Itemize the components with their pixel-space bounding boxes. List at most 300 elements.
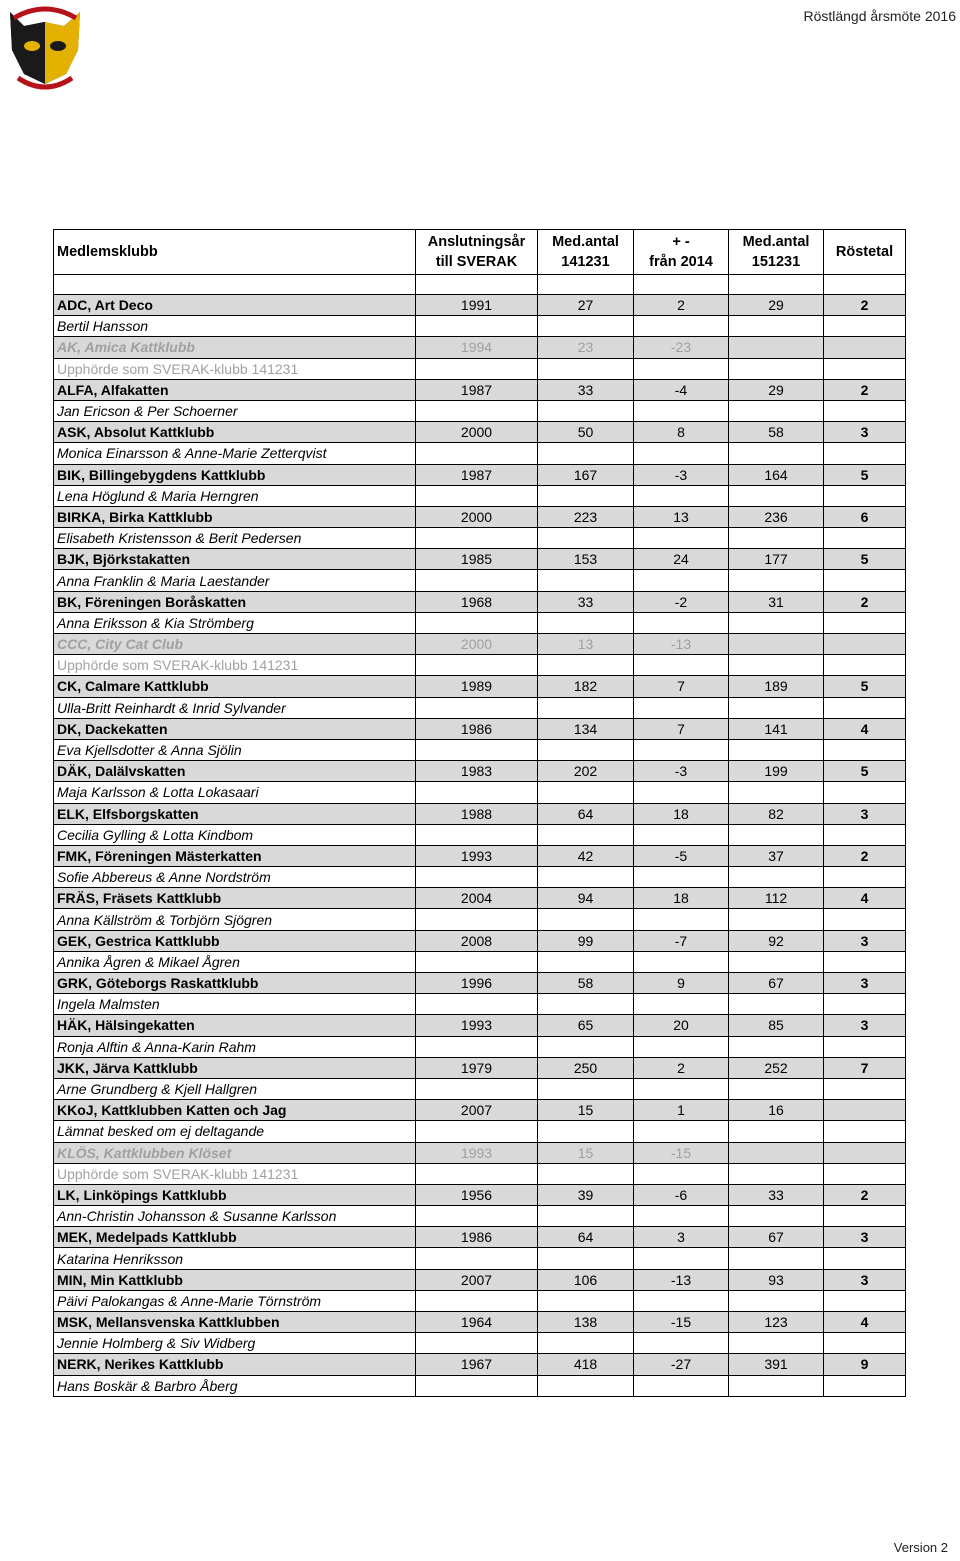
votes-cell: 4 (824, 888, 906, 909)
club-name-cell: GEK, Gestrica Kattklubb (54, 930, 416, 951)
empty-cell (416, 1206, 538, 1227)
empty-cell (729, 1206, 824, 1227)
club-row (54, 549, 906, 570)
empty-cell (824, 358, 906, 379)
club-name-cell: BJK, Björkstakatten (54, 549, 416, 570)
empty-cell (416, 358, 538, 379)
empty-cell (634, 1375, 729, 1396)
members-diff-cell: -6 (634, 1184, 729, 1205)
empty-cell (416, 909, 538, 930)
empty-cell (538, 1333, 634, 1354)
empty-cell (729, 655, 824, 676)
empty-cell (729, 1078, 824, 1099)
empty-cell (824, 782, 906, 803)
empty-cell (824, 951, 906, 972)
empty-cell (729, 443, 824, 464)
club-name-cell: DÄK, Dalälvskatten (54, 761, 416, 782)
join-year-cell: 1983 (416, 761, 538, 782)
empty-cell (538, 485, 634, 506)
club-row (54, 1227, 906, 1248)
club-row (54, 1015, 906, 1036)
votes-cell (824, 1142, 906, 1163)
empty-cell (729, 1163, 824, 1184)
club-name-cell: HÄK, Hälsingekatten (54, 1015, 416, 1036)
members-diff-cell: -15 (634, 1312, 729, 1333)
members-2015-cell: 67 (729, 1227, 824, 1248)
votes-cell: 2 (824, 591, 906, 612)
votes-cell: 5 (824, 549, 906, 570)
members-2014-cell: 223 (538, 506, 634, 527)
club-row (54, 1184, 906, 1205)
members-diff-cell: -4 (634, 379, 729, 400)
members-2014-cell: 94 (538, 888, 634, 909)
members-diff-cell: 1 (634, 1100, 729, 1121)
empty-cell (538, 400, 634, 421)
join-year-cell: 2007 (416, 1269, 538, 1290)
empty-cell (729, 697, 824, 718)
members-diff-cell: 8 (634, 422, 729, 443)
votes-cell: 3 (824, 422, 906, 443)
contact-row (54, 485, 906, 506)
col-header-m1-line1: Med.antal (552, 234, 619, 250)
empty-cell (824, 1375, 906, 1396)
empty-cell (634, 528, 729, 549)
col-header-diff-line1: + - (672, 234, 690, 250)
club-row (54, 761, 906, 782)
members-diff-cell: -13 (634, 634, 729, 655)
empty-cell (538, 994, 634, 1015)
members-2014-cell: 15 (538, 1142, 634, 1163)
empty-cell (538, 1078, 634, 1099)
contact-names-cell: Upphörde som SVERAK-klubb 141231 (54, 358, 416, 379)
join-year-cell: 1986 (416, 1227, 538, 1248)
col-header-diff-line2: från 2014 (649, 254, 713, 270)
contact-row (54, 1121, 906, 1142)
club-name-cell: CK, Calmare Kattklubb (54, 676, 416, 697)
join-year-cell: 2004 (416, 888, 538, 909)
club-name-cell: MEK, Medelpads Kattklubb (54, 1227, 416, 1248)
club-row (54, 1312, 906, 1333)
votes-cell: 3 (824, 930, 906, 951)
empty-cell (416, 655, 538, 676)
members-2014-cell: 64 (538, 1227, 634, 1248)
contact-row (54, 612, 906, 633)
contact-names-cell: Katarina Henriksson (54, 1248, 416, 1269)
club-row (54, 1100, 906, 1121)
club-row (54, 973, 906, 994)
members-2015-cell: 31 (729, 591, 824, 612)
empty-cell (416, 1078, 538, 1099)
club-name-cell: ALFA, Alfakatten (54, 379, 416, 400)
contact-names-cell: Ingela Malmsten (54, 994, 416, 1015)
members-2015-cell: 141 (729, 718, 824, 739)
contact-row (54, 824, 906, 845)
club-name-cell: LK, Linköpings Kattklubb (54, 1184, 416, 1205)
club-name-cell: FMK, Föreningen Mästerkatten (54, 845, 416, 866)
club-name-cell: ADC, Art Deco (54, 295, 416, 316)
empty-cell (729, 1290, 824, 1311)
members-diff-cell: -27 (634, 1354, 729, 1375)
club-row (54, 888, 906, 909)
empty-cell (416, 400, 538, 421)
empty-cell (416, 1036, 538, 1057)
empty-cell (729, 739, 824, 760)
empty-cell (824, 400, 906, 421)
empty-cell (634, 1333, 729, 1354)
empty-cell (824, 994, 906, 1015)
empty-cell (538, 316, 634, 337)
members-diff-cell: -7 (634, 930, 729, 951)
contact-row (54, 443, 906, 464)
members-diff-cell: -3 (634, 761, 729, 782)
empty-cell (634, 1121, 729, 1142)
club-row (54, 1142, 906, 1163)
empty-cell (634, 1206, 729, 1227)
members-2014-cell: 33 (538, 379, 634, 400)
empty-cell (634, 951, 729, 972)
empty-cell (538, 528, 634, 549)
members-2015-cell (729, 634, 824, 655)
members-2015-cell: 112 (729, 888, 824, 909)
members-2015-cell: 58 (729, 422, 824, 443)
empty-cell (729, 867, 824, 888)
join-year-cell: 2007 (416, 1100, 538, 1121)
club-row (54, 634, 906, 655)
empty-cell (538, 655, 634, 676)
join-year-cell: 1968 (416, 591, 538, 612)
club-row (54, 845, 906, 866)
join-year-cell: 1987 (416, 464, 538, 485)
empty-cell (538, 909, 634, 930)
contact-row (54, 316, 906, 337)
members-2015-cell: 164 (729, 464, 824, 485)
club-row (54, 930, 906, 951)
empty-cell (634, 782, 729, 803)
contact-names-cell: Anna Eriksson & Kia Strömberg (54, 612, 416, 633)
contact-names-cell: Jennie Holmberg & Siv Widberg (54, 1333, 416, 1354)
members-2015-cell: 33 (729, 1184, 824, 1205)
empty-cell (729, 358, 824, 379)
col-header-members-2014 (538, 230, 634, 275)
col-header-m2-line2: 151231 (751, 254, 801, 270)
join-year-cell: 1956 (416, 1184, 538, 1205)
members-diff-cell: 18 (634, 888, 729, 909)
join-year-cell: 1979 (416, 1057, 538, 1078)
members-2015-cell: 29 (729, 379, 824, 400)
members-2015-cell: 199 (729, 761, 824, 782)
votes-cell: 3 (824, 973, 906, 994)
members-2014-cell: 99 (538, 930, 634, 951)
contact-row (54, 570, 906, 591)
club-name-cell: ELK, Elfsborgskatten (54, 803, 416, 824)
empty-cell (729, 570, 824, 591)
club-row (54, 337, 906, 358)
votes-cell: 4 (824, 1312, 906, 1333)
members-diff-cell: -15 (634, 1142, 729, 1163)
contact-row (54, 1333, 906, 1354)
empty-cell (416, 443, 538, 464)
join-year-cell: 1964 (416, 1312, 538, 1333)
empty-cell (824, 739, 906, 760)
join-year-cell: 2008 (416, 930, 538, 951)
empty-cell (824, 1248, 906, 1269)
voting-roster-table (53, 229, 906, 1397)
members-2014-cell: 33 (538, 591, 634, 612)
members-2014-cell: 250 (538, 1057, 634, 1078)
club-row (54, 803, 906, 824)
contact-names-cell: Monica Einarsson & Anne-Marie Zetterqvist (54, 443, 416, 464)
join-year-cell: 1967 (416, 1354, 538, 1375)
empty-cell (634, 570, 729, 591)
empty-cell (538, 1290, 634, 1311)
members-2014-cell: 202 (538, 761, 634, 782)
empty-cell (634, 485, 729, 506)
col-header-club: Medlemsklubb (54, 230, 416, 275)
empty-cell (824, 1121, 906, 1142)
club-name-cell: CCC, City Cat Club (54, 634, 416, 655)
votes-cell: 3 (824, 1015, 906, 1036)
join-year-cell: 1989 (416, 676, 538, 697)
members-diff-cell: 2 (634, 1057, 729, 1078)
empty-cell (634, 1290, 729, 1311)
empty-cell (634, 739, 729, 760)
empty-cell (416, 1375, 538, 1396)
members-2014-cell: 134 (538, 718, 634, 739)
votes-cell: 2 (824, 1184, 906, 1205)
join-year-cell: 1985 (416, 549, 538, 570)
members-diff-cell: 20 (634, 1015, 729, 1036)
empty-cell (416, 951, 538, 972)
empty-cell (729, 909, 824, 930)
members-2014-cell: 418 (538, 1354, 634, 1375)
empty-cell (416, 485, 538, 506)
club-row (54, 718, 906, 739)
members-2015-cell: 391 (729, 1354, 824, 1375)
empty-cell (729, 1121, 824, 1142)
club-name-cell: KLÖS, Kattklubben Klöset (54, 1142, 416, 1163)
contact-row (54, 867, 906, 888)
members-2014-cell: 27 (538, 295, 634, 316)
empty-cell (416, 867, 538, 888)
contact-row (54, 358, 906, 379)
members-2015-cell: 67 (729, 973, 824, 994)
club-name-cell: DK, Dackekatten (54, 718, 416, 739)
empty-cell (634, 867, 729, 888)
empty-cell (416, 697, 538, 718)
join-year-cell: 2000 (416, 422, 538, 443)
contact-names-cell: Eva Kjellsdotter & Anna Sjölin (54, 739, 416, 760)
empty-cell (824, 612, 906, 633)
empty-cell (634, 655, 729, 676)
members-diff-cell: 9 (634, 973, 729, 994)
col-header-members-2015 (729, 230, 824, 275)
club-row (54, 464, 906, 485)
votes-cell: 2 (824, 295, 906, 316)
club-row (54, 379, 906, 400)
contact-row (54, 782, 906, 803)
members-2015-cell: 189 (729, 676, 824, 697)
empty-cell (416, 612, 538, 633)
contact-names-cell: Upphörde som SVERAK-klubb 141231 (54, 1163, 416, 1184)
members-2014-cell: 138 (538, 1312, 634, 1333)
empty-cell (824, 1078, 906, 1099)
votes-cell: 2 (824, 379, 906, 400)
members-2015-cell: 93 (729, 1269, 824, 1290)
empty-cell (538, 782, 634, 803)
members-2015-cell: 236 (729, 506, 824, 527)
club-row (54, 506, 906, 527)
empty-cell (538, 1206, 634, 1227)
version-label: Version 2 (893, 1540, 948, 1555)
members-2014-cell: 13 (538, 634, 634, 655)
col-header-year-line2: till SVERAK (435, 254, 518, 270)
empty-cell (538, 739, 634, 760)
votes-cell (824, 1100, 906, 1121)
empty-cell (538, 570, 634, 591)
empty-cell (634, 358, 729, 379)
members-diff-cell: 7 (634, 676, 729, 697)
members-diff-cell: 3 (634, 1227, 729, 1248)
members-diff-cell: 18 (634, 803, 729, 824)
votes-cell: 6 (824, 506, 906, 527)
votes-cell: 7 (824, 1057, 906, 1078)
empty-cell (538, 1375, 634, 1396)
members-2014-cell: 39 (538, 1184, 634, 1205)
members-2014-cell: 23 (538, 337, 634, 358)
empty-cell (634, 1078, 729, 1099)
members-2015-cell: 123 (729, 1312, 824, 1333)
empty-cell (729, 1375, 824, 1396)
empty-cell (824, 485, 906, 506)
members-2015-cell: 82 (729, 803, 824, 824)
club-row (54, 1354, 906, 1375)
contact-names-cell: Annika Ågren & Mikael Ågren (54, 951, 416, 972)
empty-cell (634, 316, 729, 337)
empty-cell (729, 994, 824, 1015)
contact-row (54, 400, 906, 421)
col-header-year (416, 230, 538, 275)
votes-cell: 5 (824, 676, 906, 697)
contact-row (54, 697, 906, 718)
votes-cell: 3 (824, 1269, 906, 1290)
empty-cell (824, 824, 906, 845)
votes-cell: 3 (824, 803, 906, 824)
empty-cell (824, 1206, 906, 1227)
contact-row (54, 739, 906, 760)
members-2015-cell: 85 (729, 1015, 824, 1036)
contact-row (54, 528, 906, 549)
club-name-cell: MIN, Min Kattklubb (54, 1269, 416, 1290)
contact-names-cell: Anna Franklin & Maria Laestander (54, 570, 416, 591)
contact-names-cell: Päivi Palokangas & Anne-Marie Törnström (54, 1290, 416, 1311)
empty-cell (416, 1121, 538, 1142)
members-2015-cell: 29 (729, 295, 824, 316)
empty-cell (729, 485, 824, 506)
contact-row (54, 1078, 906, 1099)
contact-names-cell: Elisabeth Kristensson & Berit Pedersen (54, 528, 416, 549)
club-name-cell: NERK, Nerikes Kattklubb (54, 1354, 416, 1375)
table-header-row (54, 230, 906, 275)
club-row (54, 422, 906, 443)
empty-cell (416, 782, 538, 803)
members-2014-cell: 153 (538, 549, 634, 570)
club-name-cell: AK, Amica Kattklubb (54, 337, 416, 358)
members-2014-cell: 106 (538, 1269, 634, 1290)
members-2015-cell: 37 (729, 845, 824, 866)
contact-names-cell: Cecilia Gylling & Lotta Kindbom (54, 824, 416, 845)
members-2014-cell: 58 (538, 973, 634, 994)
votes-cell: 5 (824, 761, 906, 782)
join-year-cell: 1993 (416, 1015, 538, 1036)
empty-cell (729, 316, 824, 337)
empty-cell (824, 1163, 906, 1184)
empty-cell (538, 867, 634, 888)
empty-cell (538, 443, 634, 464)
contact-row (54, 951, 906, 972)
empty-cell (634, 909, 729, 930)
empty-cell (824, 316, 906, 337)
empty-cell (729, 1248, 824, 1269)
contact-names-cell: Jan Ericson & Per Schoerner (54, 400, 416, 421)
members-2014-cell: 15 (538, 1100, 634, 1121)
empty-cell (824, 1333, 906, 1354)
empty-cell (538, 824, 634, 845)
members-2015-cell (729, 1142, 824, 1163)
empty-cell (729, 1036, 824, 1057)
col-header-m1-line2: 141231 (561, 254, 610, 270)
empty-cell (538, 697, 634, 718)
club-name-cell: BIK, Billingebygdens Kattklubb (54, 464, 416, 485)
club-name-cell: KKoJ, Kattklubben Katten och Jag (54, 1100, 416, 1121)
empty-cell (634, 994, 729, 1015)
contact-names-cell: Maja Karlsson & Lotta Lokasaari (54, 782, 416, 803)
empty-cell (634, 443, 729, 464)
empty-cell (416, 1333, 538, 1354)
col-header-diff (634, 230, 729, 275)
empty-cell (416, 528, 538, 549)
empty-cell (634, 1036, 729, 1057)
join-year-cell: 1988 (416, 803, 538, 824)
votes-cell (824, 337, 906, 358)
contact-row (54, 1036, 906, 1057)
members-2014-cell: 65 (538, 1015, 634, 1036)
members-2015-cell: 252 (729, 1057, 824, 1078)
empty-cell (729, 1333, 824, 1354)
contact-names-cell: Lämnat besked om ej deltagande (54, 1121, 416, 1142)
join-year-cell: 1993 (416, 845, 538, 866)
club-name-cell: BK, Föreningen Boråskatten (54, 591, 416, 612)
members-diff-cell: 13 (634, 506, 729, 527)
contact-names-cell: Anna Källström & Torbjörn Sjögren (54, 909, 416, 930)
members-diff-cell: -3 (634, 464, 729, 485)
empty-cell (634, 612, 729, 633)
contact-row (54, 994, 906, 1015)
members-2014-cell: 167 (538, 464, 634, 485)
empty-cell (538, 1248, 634, 1269)
members-2014-cell: 182 (538, 676, 634, 697)
empty-cell (729, 951, 824, 972)
members-2014-cell: 64 (538, 803, 634, 824)
members-diff-cell: -13 (634, 1269, 729, 1290)
club-name-cell: FRÄS, Fräsets Kattklubb (54, 888, 416, 909)
club-name-cell: BIRKA, Birka Kattklubb (54, 506, 416, 527)
empty-cell (824, 443, 906, 464)
empty-cell (824, 867, 906, 888)
empty-cell (824, 570, 906, 591)
members-diff-cell: 24 (634, 549, 729, 570)
empty-cell (416, 1248, 538, 1269)
contact-names-cell: Ann-Christin Johansson & Susanne Karlsson (54, 1206, 416, 1227)
